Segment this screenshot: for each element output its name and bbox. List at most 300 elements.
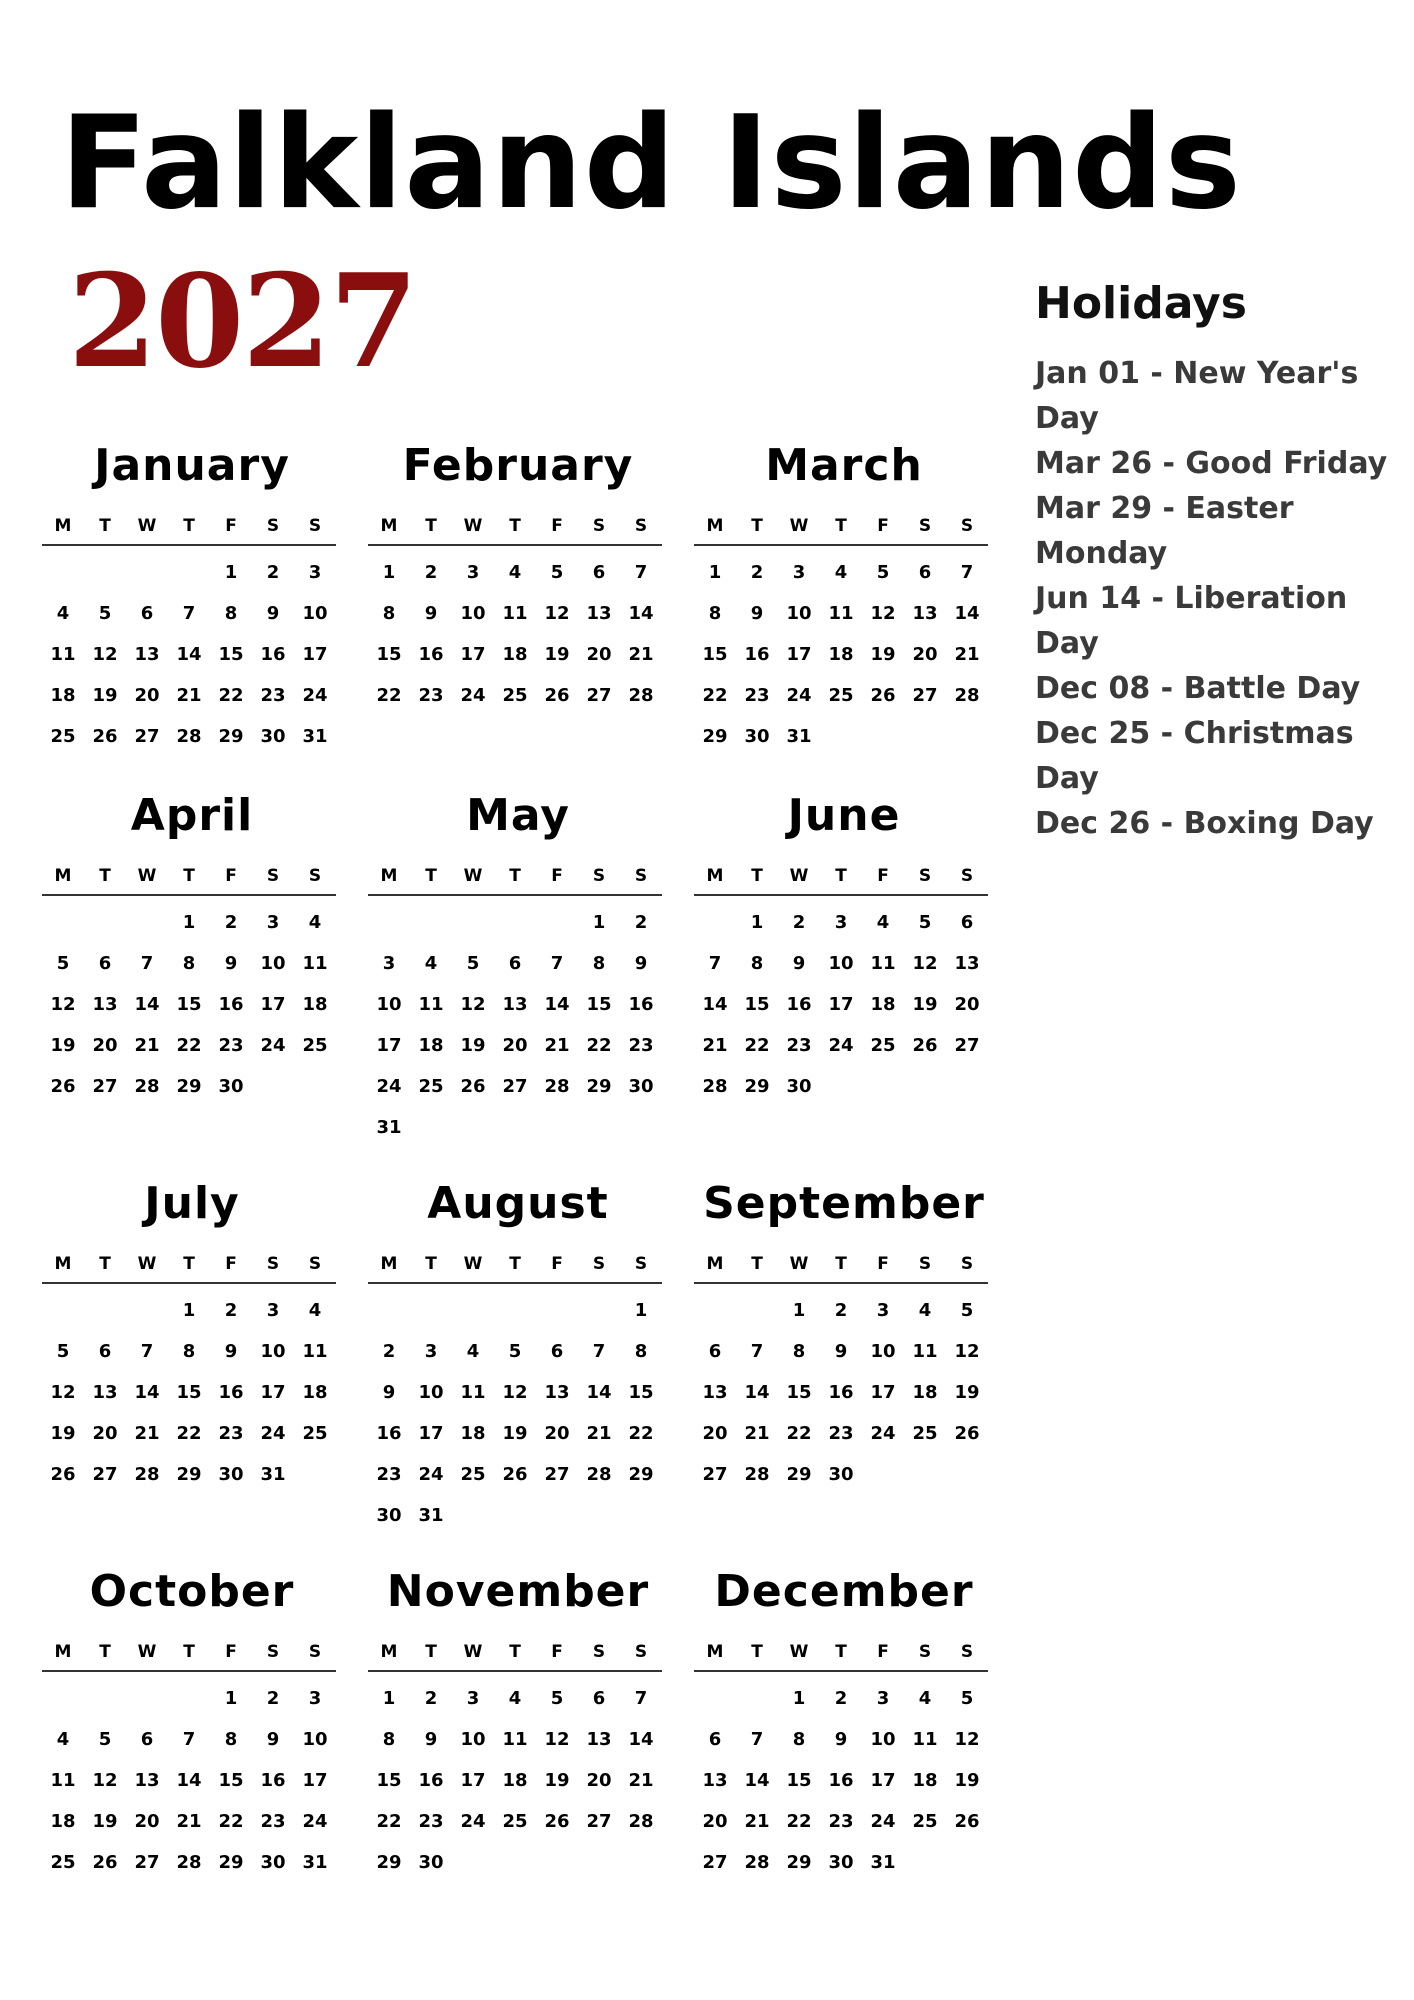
day-cell: 12 [50, 1382, 76, 1403]
day-cell: 30 [218, 1464, 244, 1485]
day-cell: 21 [744, 1811, 770, 1832]
weekday-header: T [835, 516, 847, 536]
day-cell: 30 [260, 726, 286, 747]
day-cell: 2 [750, 562, 764, 583]
day-cell: 30 [744, 726, 770, 747]
month-february [368, 440, 668, 716]
day-cell: 20 [92, 1423, 118, 1444]
weekday-header: F [877, 1254, 889, 1274]
day-cell: 28 [744, 1464, 770, 1485]
holiday-item: Dec 26 - Boxing Day [1035, 806, 1374, 841]
day-cell: 26 [870, 685, 896, 706]
day-cell: 3 [876, 1300, 890, 1321]
day-cell: 2 [792, 912, 806, 933]
day-cell: 7 [634, 1688, 648, 1709]
day-cell: 14 [134, 1382, 160, 1403]
day-cell: 31 [418, 1505, 444, 1526]
day-cell: 10 [260, 953, 286, 974]
day-cell: 20 [92, 1035, 118, 1056]
day-cell: 7 [140, 1341, 154, 1362]
day-cell: 18 [870, 994, 896, 1015]
day-cell: 25 [502, 1811, 528, 1832]
day-cell: 14 [744, 1382, 770, 1403]
day-cell: 18 [302, 994, 328, 1015]
day-cell: 7 [182, 603, 196, 624]
month-name: April [130, 790, 254, 841]
day-cell: 5 [550, 1688, 564, 1709]
day-cell: 16 [260, 1770, 286, 1791]
day-cell: 24 [418, 1464, 444, 1485]
day-cell: 7 [708, 953, 722, 974]
day-grid [42, 552, 336, 757]
day-cell: 21 [544, 1035, 570, 1056]
day-cell: 3 [466, 1688, 480, 1709]
weekday-header: S [634, 516, 648, 536]
day-cell: 1 [224, 1688, 238, 1709]
day-cell: 3 [466, 562, 480, 583]
weekday-header: M [706, 866, 724, 886]
day-cell: 12 [502, 1382, 528, 1403]
day-cell: 12 [544, 1729, 570, 1750]
day-cell: 20 [954, 994, 980, 1015]
day-cell: 3 [266, 1300, 280, 1321]
holiday-item: Dec 25 - Christmas Day [1035, 716, 1354, 796]
day-cell: 31 [870, 1852, 896, 1873]
weekday-header: F [877, 866, 889, 886]
day-cell: 29 [586, 1076, 612, 1097]
day-cell: 29 [218, 1852, 244, 1873]
weekday-header-row [42, 1246, 336, 1284]
day-cell: 22 [218, 685, 244, 706]
day-cell: 14 [586, 1382, 612, 1403]
month-august [368, 1178, 668, 1536]
day-cell: 24 [302, 685, 328, 706]
month-grid [694, 1634, 988, 1883]
weekday-header-row [42, 858, 336, 896]
day-cell: 23 [828, 1423, 854, 1444]
day-cell: 6 [140, 1729, 154, 1750]
day-cell: 22 [376, 685, 402, 706]
day-cell: 13 [134, 1770, 160, 1791]
day-cell: 7 [592, 1341, 606, 1362]
day-cell: 21 [176, 1811, 202, 1832]
day-cell: 12 [954, 1341, 980, 1362]
day-cell: 2 [224, 912, 238, 933]
day-grid [42, 1678, 336, 1883]
holiday-item: Mar 26 - Good Friday [1035, 446, 1388, 481]
day-cell: 9 [792, 953, 806, 974]
day-cell: 13 [954, 953, 980, 974]
day-cell: 28 [544, 1076, 570, 1097]
day-cell: 17 [460, 644, 486, 665]
day-cell: 11 [302, 953, 328, 974]
day-cell: 20 [702, 1811, 728, 1832]
day-cell: 11 [870, 953, 896, 974]
day-cell: 13 [134, 644, 160, 665]
day-cell: 23 [376, 1464, 402, 1485]
day-cell: 21 [628, 644, 654, 665]
day-cell: 9 [424, 603, 438, 624]
day-cell: 13 [586, 1729, 612, 1750]
weekday-header-row [368, 1634, 662, 1672]
day-cell: 24 [870, 1423, 896, 1444]
weekday-header: S [592, 866, 606, 886]
day-cell: 7 [182, 1729, 196, 1750]
month-name: December [714, 1566, 974, 1617]
day-cell: 2 [834, 1688, 848, 1709]
month-january [42, 440, 342, 757]
weekday-header: S [308, 516, 322, 536]
day-cell: 6 [98, 1341, 112, 1362]
day-cell: 27 [586, 1811, 612, 1832]
month-december [694, 1566, 994, 1883]
weekday-header: S [634, 1254, 648, 1274]
month-name: November [386, 1566, 650, 1617]
day-cell: 17 [302, 644, 328, 665]
day-cell: 11 [460, 1382, 486, 1403]
weekday-header: T [99, 1642, 111, 1662]
day-cell: 16 [218, 994, 244, 1015]
day-cell: 3 [266, 912, 280, 933]
day-cell: 17 [786, 644, 812, 665]
month-name: May [466, 790, 570, 841]
day-cell: 25 [502, 685, 528, 706]
day-cell: 31 [376, 1117, 402, 1138]
weekday-header: F [551, 516, 563, 536]
day-cell: 22 [218, 1811, 244, 1832]
day-cell: 16 [828, 1382, 854, 1403]
weekday-header: T [835, 1642, 847, 1662]
day-cell: 26 [502, 1464, 528, 1485]
day-cell: 8 [634, 1341, 648, 1362]
day-cell: 30 [418, 1852, 444, 1873]
day-cell: 12 [92, 644, 118, 665]
weekday-header: F [877, 516, 889, 536]
day-cell: 5 [466, 953, 480, 974]
day-grid [368, 902, 662, 1148]
day-cell: 10 [302, 1729, 328, 1750]
day-cell: 24 [460, 1811, 486, 1832]
day-cell: 15 [218, 644, 244, 665]
weekday-header: F [225, 1642, 237, 1662]
day-cell: 7 [750, 1729, 764, 1750]
weekday-header: M [380, 866, 398, 886]
day-cell: 13 [92, 1382, 118, 1403]
day-cell: 8 [592, 953, 606, 974]
day-cell: 25 [912, 1423, 938, 1444]
day-cell: 31 [302, 726, 328, 747]
day-cell: 5 [56, 1341, 70, 1362]
day-cell: 23 [260, 1811, 286, 1832]
day-cell: 25 [50, 1852, 76, 1873]
day-cell: 9 [424, 1729, 438, 1750]
day-cell: 5 [98, 1729, 112, 1750]
day-cell: 17 [460, 1770, 486, 1791]
day-cell: 9 [834, 1729, 848, 1750]
day-cell: 1 [750, 912, 764, 933]
day-cell: 22 [744, 1035, 770, 1056]
day-cell: 22 [786, 1811, 812, 1832]
day-cell: 11 [502, 1729, 528, 1750]
month-name: July [144, 1178, 240, 1229]
weekday-header: S [918, 1642, 932, 1662]
day-cell: 6 [140, 603, 154, 624]
day-cell: 13 [502, 994, 528, 1015]
day-cell: 12 [460, 994, 486, 1015]
day-cell: 12 [870, 603, 896, 624]
day-cell: 16 [744, 644, 770, 665]
weekday-header: S [266, 516, 280, 536]
day-cell: 13 [544, 1382, 570, 1403]
day-cell: 6 [592, 562, 606, 583]
weekday-header: T [183, 866, 195, 886]
day-cell: 19 [912, 994, 938, 1015]
weekday-header: T [509, 1254, 521, 1274]
day-cell: 14 [176, 644, 202, 665]
day-cell: 23 [786, 1035, 812, 1056]
weekday-header: M [54, 1254, 72, 1274]
day-cell: 10 [302, 603, 328, 624]
month-name: June [787, 790, 901, 841]
month-grid [42, 508, 336, 757]
day-cell: 15 [218, 1770, 244, 1791]
weekday-header: T [751, 1642, 763, 1662]
day-cell: 21 [176, 685, 202, 706]
day-cell: 8 [224, 603, 238, 624]
day-cell: 4 [876, 912, 890, 933]
day-cell: 24 [260, 1035, 286, 1056]
day-cell: 25 [870, 1035, 896, 1056]
day-cell: 26 [50, 1464, 76, 1485]
day-cell: 24 [260, 1423, 286, 1444]
day-cell: 10 [870, 1729, 896, 1750]
day-cell: 25 [460, 1464, 486, 1485]
day-cell: 5 [98, 603, 112, 624]
day-cell: 28 [134, 1076, 160, 1097]
day-cell: 11 [828, 603, 854, 624]
weekday-header: T [183, 1254, 195, 1274]
day-cell: 28 [702, 1076, 728, 1097]
day-cell: 16 [260, 644, 286, 665]
day-cell: 21 [702, 1035, 728, 1056]
day-cell: 9 [224, 1341, 238, 1362]
day-cell: 1 [592, 912, 606, 933]
month-grid [368, 1246, 662, 1536]
weekday-header: F [225, 1254, 237, 1274]
day-cell: 16 [218, 1382, 244, 1403]
weekday-header: F [551, 1642, 563, 1662]
weekday-header: S [266, 1254, 280, 1274]
day-cell: 15 [786, 1770, 812, 1791]
day-cell: 30 [376, 1505, 402, 1526]
day-cell: 27 [586, 685, 612, 706]
weekday-header: T [99, 516, 111, 536]
day-cell: 14 [134, 994, 160, 1015]
weekday-header: T [509, 866, 521, 886]
day-cell: 10 [260, 1341, 286, 1362]
day-cell: 24 [460, 685, 486, 706]
weekday-header: T [425, 1254, 437, 1274]
day-cell: 16 [376, 1423, 402, 1444]
day-cell: 29 [218, 726, 244, 747]
day-grid [694, 1290, 988, 1495]
holiday-item: Mar 29 - Easter Monday [1035, 491, 1294, 571]
day-cell: 27 [702, 1464, 728, 1485]
day-cell: 18 [912, 1382, 938, 1403]
day-cell: 5 [918, 912, 932, 933]
day-cell: 14 [544, 994, 570, 1015]
day-grid [42, 1290, 336, 1495]
weekday-header-row [694, 508, 988, 546]
weekday-header: W [463, 866, 483, 886]
day-cell: 24 [870, 1811, 896, 1832]
day-cell: 12 [544, 603, 570, 624]
weekday-header: S [634, 1642, 648, 1662]
day-cell: 8 [792, 1729, 806, 1750]
day-cell: 4 [466, 1341, 480, 1362]
day-cell: 21 [586, 1423, 612, 1444]
day-cell: 13 [92, 994, 118, 1015]
weekday-header: W [789, 516, 809, 536]
month-grid [368, 1634, 662, 1883]
weekday-header: M [706, 1642, 724, 1662]
day-cell: 6 [708, 1729, 722, 1750]
day-cell: 16 [786, 994, 812, 1015]
day-cell: 22 [786, 1423, 812, 1444]
day-cell: 8 [792, 1341, 806, 1362]
day-cell: 28 [176, 726, 202, 747]
day-cell: 15 [586, 994, 612, 1015]
day-cell: 9 [750, 603, 764, 624]
weekday-header: T [751, 1254, 763, 1274]
day-cell: 29 [786, 1852, 812, 1873]
day-cell: 29 [176, 1076, 202, 1097]
weekday-header-row [42, 1634, 336, 1672]
day-cell: 4 [308, 912, 322, 933]
weekday-header: F [225, 866, 237, 886]
day-cell: 9 [382, 1382, 396, 1403]
weekday-header: T [425, 866, 437, 886]
holiday-list [1035, 351, 1400, 846]
day-cell: 27 [92, 1076, 118, 1097]
day-cell: 8 [224, 1729, 238, 1750]
weekday-header: S [918, 1254, 932, 1274]
month-name: February [402, 440, 634, 491]
day-cell: 16 [418, 644, 444, 665]
day-cell: 5 [876, 562, 890, 583]
month-name: September [703, 1178, 985, 1229]
day-cell: 8 [750, 953, 764, 974]
day-grid [694, 902, 988, 1107]
day-cell: 26 [954, 1811, 980, 1832]
day-cell: 5 [960, 1688, 974, 1709]
day-cell: 20 [502, 1035, 528, 1056]
day-cell: 25 [828, 685, 854, 706]
weekday-header: F [551, 1254, 563, 1274]
day-cell: 19 [954, 1382, 980, 1403]
weekday-header-row [368, 1246, 662, 1284]
day-cell: 22 [702, 685, 728, 706]
day-cell: 23 [218, 1035, 244, 1056]
day-cell: 17 [870, 1770, 896, 1791]
day-cell: 2 [424, 1688, 438, 1709]
month-may [368, 790, 668, 1148]
day-cell: 22 [376, 1811, 402, 1832]
day-cell: 14 [954, 603, 980, 624]
day-cell: 19 [544, 644, 570, 665]
day-cell: 27 [702, 1852, 728, 1873]
day-cell: 11 [418, 994, 444, 1015]
day-grid [694, 552, 988, 757]
day-cell: 27 [544, 1464, 570, 1485]
day-cell: 12 [92, 1770, 118, 1791]
weekday-header: T [183, 1642, 195, 1662]
weekday-header: M [54, 516, 72, 536]
day-cell: 7 [634, 562, 648, 583]
weekday-header: W [137, 516, 157, 536]
day-cell: 14 [628, 1729, 654, 1750]
weekday-header: T [425, 516, 437, 536]
day-cell: 20 [702, 1423, 728, 1444]
weekday-header: M [380, 1254, 398, 1274]
day-cell: 25 [418, 1076, 444, 1097]
day-cell: 24 [376, 1076, 402, 1097]
day-cell: 22 [628, 1423, 654, 1444]
day-cell: 19 [954, 1770, 980, 1791]
weekday-header: M [380, 1642, 398, 1662]
day-cell: 9 [266, 1729, 280, 1750]
day-cell: 5 [56, 953, 70, 974]
day-cell: 3 [308, 1688, 322, 1709]
weekday-header: W [463, 1642, 483, 1662]
month-grid [42, 1246, 336, 1495]
month-name: March [765, 440, 923, 491]
weekday-header-row [694, 1634, 988, 1672]
day-cell: 18 [502, 1770, 528, 1791]
day-cell: 6 [550, 1341, 564, 1362]
day-cell: 30 [786, 1076, 812, 1097]
day-cell: 19 [50, 1423, 76, 1444]
day-cell: 29 [702, 726, 728, 747]
weekday-header: M [54, 1642, 72, 1662]
day-cell: 19 [544, 1770, 570, 1791]
day-cell: 18 [828, 644, 854, 665]
day-cell: 8 [182, 1341, 196, 1362]
weekday-header: M [380, 516, 398, 536]
day-cell: 28 [744, 1852, 770, 1873]
day-cell: 22 [176, 1035, 202, 1056]
day-cell: 10 [460, 603, 486, 624]
day-cell: 1 [382, 1688, 396, 1709]
day-cell: 13 [702, 1382, 728, 1403]
day-cell: 14 [744, 1770, 770, 1791]
day-cell: 10 [418, 1382, 444, 1403]
day-cell: 17 [870, 1382, 896, 1403]
day-cell: 26 [544, 1811, 570, 1832]
day-cell: 31 [302, 1852, 328, 1873]
month-september [694, 1178, 994, 1495]
day-cell: 24 [786, 685, 812, 706]
day-cell: 15 [786, 1382, 812, 1403]
weekday-header: F [225, 516, 237, 536]
day-cell: 11 [50, 1770, 76, 1791]
day-cell: 24 [302, 1811, 328, 1832]
day-cell: 17 [376, 1035, 402, 1056]
weekday-header: T [99, 866, 111, 886]
month-grid [694, 508, 988, 757]
day-cell: 2 [224, 1300, 238, 1321]
day-cell: 11 [502, 603, 528, 624]
